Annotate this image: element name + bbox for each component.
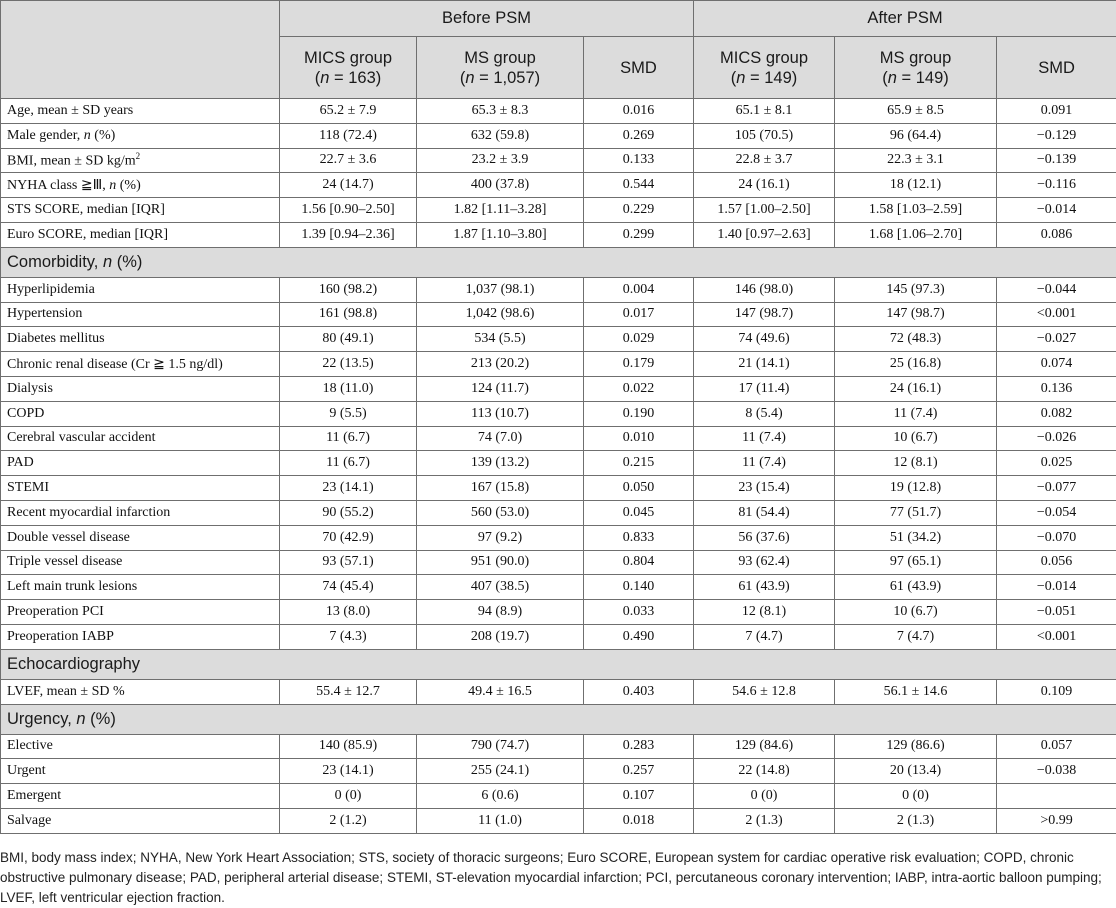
table-cell: 12 (8.1) bbox=[835, 451, 997, 476]
table-row bbox=[1, 759, 1116, 784]
table-row bbox=[1, 575, 1116, 600]
row-label bbox=[1, 525, 280, 550]
table-cell: <0.001 bbox=[997, 624, 1116, 649]
row-label bbox=[1, 451, 280, 476]
table-row bbox=[1, 600, 1116, 625]
table-cell: 13 (8.0) bbox=[280, 600, 417, 625]
table-cell: 22 (14.8) bbox=[694, 759, 835, 784]
header-blank-cell bbox=[1, 1, 280, 99]
table-cell: 1.39 [0.94–2.36] bbox=[280, 222, 417, 247]
table-cell: 0.050 bbox=[584, 476, 694, 501]
table-cell: 534 (5.5) bbox=[417, 327, 584, 352]
section-title: Echocardiography bbox=[1, 649, 1116, 679]
table-cell: −0.027 bbox=[997, 327, 1116, 352]
table-row bbox=[1, 99, 1116, 124]
table-cell: 139 (13.2) bbox=[417, 451, 584, 476]
section-comorbidity bbox=[1, 247, 1116, 277]
row-label bbox=[1, 99, 280, 124]
row-label-text: Triple vessel disease bbox=[7, 554, 123, 570]
table-cell: 51 (34.2) bbox=[835, 525, 997, 550]
table-row bbox=[1, 476, 1116, 501]
row-label bbox=[1, 575, 280, 600]
table-cell: 7 (4.7) bbox=[835, 624, 997, 649]
table-cell: 65.2 ± 7.9 bbox=[280, 99, 417, 124]
table-cell: 18 (12.1) bbox=[835, 173, 997, 198]
row-label bbox=[1, 679, 280, 704]
table-cell: 1.68 [1.06–2.70] bbox=[835, 222, 997, 247]
table-cell: 0.056 bbox=[997, 550, 1116, 575]
table-cell: 74 (49.6) bbox=[694, 327, 835, 352]
table-cell: 0.025 bbox=[997, 451, 1116, 476]
table-cell: 129 (84.6) bbox=[694, 734, 835, 759]
table-cell: 0.033 bbox=[584, 600, 694, 625]
table-cell: 0.190 bbox=[584, 401, 694, 426]
section-title: Comorbidity, n (%) bbox=[1, 247, 1116, 277]
row-label-text: Cerebral vascular accident bbox=[7, 430, 156, 446]
table-cell: 0.133 bbox=[584, 148, 694, 173]
row-label-text: Euro SCORE, median [IQR] bbox=[7, 226, 168, 242]
table-cell: 1.87 [1.10–3.80] bbox=[417, 222, 584, 247]
header-after-psm: After PSM bbox=[694, 1, 1116, 37]
table-cell: 24 (14.7) bbox=[280, 173, 417, 198]
table-cell: 129 (86.6) bbox=[835, 734, 997, 759]
table-cell: 11 (1.0) bbox=[417, 808, 584, 833]
table-cell: 56.1 ± 14.6 bbox=[835, 679, 997, 704]
table-cell: 0.082 bbox=[997, 401, 1116, 426]
header-before-smd: SMD bbox=[584, 37, 694, 99]
table-footnote: BMI, body mass index; NYHA, New York Heart Association; STS, society of thoracic surgeons; Euro SCORE, European system for cardiac operative risk evaluation; COPD, chronic obstructive pulmonary disease; PAD, peripheral arterial disease; STEMI, ST-elevation myocardial infarction; PCI, percutaneous coronary intervention; IABP, intra-aortic balloon pumping; LVEF, left ventricular ejection fraction. bbox=[0, 850, 1102, 905]
table-cell: 9 (5.5) bbox=[280, 401, 417, 426]
table-cell bbox=[997, 784, 1116, 809]
table-cell: 22.7 ± 3.6 bbox=[280, 148, 417, 173]
table-cell: 22 (13.5) bbox=[280, 352, 417, 377]
table-cell: 11 (7.4) bbox=[694, 451, 835, 476]
table-cell: 8 (5.4) bbox=[694, 401, 835, 426]
table-row bbox=[1, 222, 1116, 247]
row-label-text: Salvage bbox=[7, 812, 52, 828]
row-label-text: 2 bbox=[135, 151, 141, 162]
table-cell: 951 (90.0) bbox=[417, 550, 584, 575]
table-cell: 74 (7.0) bbox=[417, 426, 584, 451]
table-cell: 105 (70.5) bbox=[694, 123, 835, 148]
row-label bbox=[1, 808, 280, 833]
table-cell: 0.017 bbox=[584, 302, 694, 327]
table-cell: 145 (97.3) bbox=[835, 277, 997, 302]
table-cell: 0.086 bbox=[997, 222, 1116, 247]
table-cell: 11 (6.7) bbox=[280, 451, 417, 476]
table-cell: 93 (62.4) bbox=[694, 550, 835, 575]
table-cell: 11 (7.4) bbox=[694, 426, 835, 451]
table-cell: 70 (42.9) bbox=[280, 525, 417, 550]
table-cell: −0.038 bbox=[997, 759, 1116, 784]
table-cell: 56 (37.6) bbox=[694, 525, 835, 550]
table-cell: 0.045 bbox=[584, 500, 694, 525]
table-cell: 161 (98.8) bbox=[280, 302, 417, 327]
table-row bbox=[1, 550, 1116, 575]
table-cell: 65.1 ± 8.1 bbox=[694, 99, 835, 124]
table-cell: 124 (11.7) bbox=[417, 376, 584, 401]
row-label bbox=[1, 222, 280, 247]
table-cell: −0.044 bbox=[997, 277, 1116, 302]
table-cell: 49.4 ± 16.5 bbox=[417, 679, 584, 704]
table-cell: 23 (15.4) bbox=[694, 476, 835, 501]
table-cell: 65.3 ± 8.3 bbox=[417, 99, 584, 124]
table-cell: 0.833 bbox=[584, 525, 694, 550]
header-row-groups bbox=[1, 1, 1116, 37]
row-label-text: Emergent bbox=[7, 788, 62, 804]
table-cell: <0.001 bbox=[997, 302, 1116, 327]
header-before-psm: Before PSM bbox=[280, 1, 694, 37]
table-row bbox=[1, 808, 1116, 833]
table-cell: 72 (48.3) bbox=[835, 327, 997, 352]
header-after-smd: SMD bbox=[997, 37, 1116, 99]
table-cell: 55.4 ± 12.7 bbox=[280, 679, 417, 704]
row-label bbox=[1, 277, 280, 302]
row-label-text: (%) bbox=[90, 127, 116, 143]
table-cell: 12 (8.1) bbox=[694, 600, 835, 625]
table-cell: 65.9 ± 8.5 bbox=[835, 99, 997, 124]
table-cell: 11 (6.7) bbox=[280, 426, 417, 451]
row-label bbox=[1, 173, 280, 198]
row-label bbox=[1, 759, 280, 784]
row-label-text: LVEF, mean ± SD % bbox=[7, 683, 125, 699]
table-cell: 77 (51.7) bbox=[835, 500, 997, 525]
table-cell: 74 (45.4) bbox=[280, 575, 417, 600]
row-label bbox=[1, 426, 280, 451]
row-label-text: Left main trunk lesions bbox=[7, 579, 138, 595]
row-label-text: Elective bbox=[7, 738, 53, 754]
row-label bbox=[1, 302, 280, 327]
table-cell: 0.544 bbox=[584, 173, 694, 198]
table-cell: 7 (4.3) bbox=[280, 624, 417, 649]
table-cell: 0.140 bbox=[584, 575, 694, 600]
table-cell: 0.215 bbox=[584, 451, 694, 476]
row-label bbox=[1, 376, 280, 401]
row-label bbox=[1, 401, 280, 426]
section-echocardiography bbox=[1, 649, 1116, 679]
row-label-text: Double vessel disease bbox=[7, 529, 130, 545]
table-cell: 0.091 bbox=[997, 99, 1116, 124]
table-cell: −0.026 bbox=[997, 426, 1116, 451]
table-cell: 255 (24.1) bbox=[417, 759, 584, 784]
table-cell: 632 (59.8) bbox=[417, 123, 584, 148]
table-cell: 0 (0) bbox=[694, 784, 835, 809]
table-cell: −0.051 bbox=[997, 600, 1116, 625]
table-cell: 0.257 bbox=[584, 759, 694, 784]
row-label bbox=[1, 624, 280, 649]
table-cell: 0.269 bbox=[584, 123, 694, 148]
row-label bbox=[1, 198, 280, 223]
table-row bbox=[1, 679, 1116, 704]
table-cell: 0.283 bbox=[584, 734, 694, 759]
row-label bbox=[1, 550, 280, 575]
row-label bbox=[1, 734, 280, 759]
table-row bbox=[1, 277, 1116, 302]
table-cell: 0.490 bbox=[584, 624, 694, 649]
row-label-text: Preoperation IABP bbox=[7, 628, 114, 644]
row-label-text: Urgent bbox=[7, 763, 46, 779]
table-cell: 0.107 bbox=[584, 784, 694, 809]
table-cell: 560 (53.0) bbox=[417, 500, 584, 525]
section-urgency bbox=[1, 704, 1116, 734]
table-cell: 0.010 bbox=[584, 426, 694, 451]
table-cell: 208 (19.7) bbox=[417, 624, 584, 649]
table-cell: 0.804 bbox=[584, 550, 694, 575]
table-cell: 17 (11.4) bbox=[694, 376, 835, 401]
table-cell: 61 (43.9) bbox=[694, 575, 835, 600]
table-cell: 118 (72.4) bbox=[280, 123, 417, 148]
table-cell: 90 (55.2) bbox=[280, 500, 417, 525]
table-row bbox=[1, 451, 1116, 476]
table-row bbox=[1, 123, 1116, 148]
section-title: Urgency, n (%) bbox=[1, 704, 1116, 734]
table-row bbox=[1, 734, 1116, 759]
row-label bbox=[1, 476, 280, 501]
table-cell: 24 (16.1) bbox=[835, 376, 997, 401]
table-cell: −0.054 bbox=[997, 500, 1116, 525]
row-label-text: n bbox=[109, 177, 117, 193]
table-row bbox=[1, 500, 1116, 525]
table-cell: 0.004 bbox=[584, 277, 694, 302]
table-cell: 2 (1.3) bbox=[835, 808, 997, 833]
table-cell: 213 (20.2) bbox=[417, 352, 584, 377]
table-cell: 0.022 bbox=[584, 376, 694, 401]
table-cell: 0.016 bbox=[584, 99, 694, 124]
table-cell: 1.57 [1.00–2.50] bbox=[694, 198, 835, 223]
table-row bbox=[1, 784, 1116, 809]
table-cell: 1,042 (98.6) bbox=[417, 302, 584, 327]
table-cell: 93 (57.1) bbox=[280, 550, 417, 575]
row-label-text: STEMI bbox=[7, 480, 49, 496]
table-cell: −0.014 bbox=[997, 198, 1116, 223]
row-label bbox=[1, 600, 280, 625]
table-cell: 0 (0) bbox=[280, 784, 417, 809]
table-cell: 18 (11.0) bbox=[280, 376, 417, 401]
table-cell: 97 (65.1) bbox=[835, 550, 997, 575]
table-cell: 1,037 (98.1) bbox=[417, 277, 584, 302]
row-label-text: Recent myocardial infarction bbox=[7, 504, 171, 520]
table-row bbox=[1, 327, 1116, 352]
table-cell: 0.179 bbox=[584, 352, 694, 377]
table-cell: 147 (98.7) bbox=[835, 302, 997, 327]
row-label-text: NYHA class ≧Ⅲ, bbox=[7, 177, 110, 193]
table-cell: 2 (1.2) bbox=[280, 808, 417, 833]
table-cell: 96 (64.4) bbox=[835, 123, 997, 148]
table-cell: 94 (8.9) bbox=[417, 600, 584, 625]
row-label-text: COPD bbox=[7, 405, 45, 421]
table-cell: 790 (74.7) bbox=[417, 734, 584, 759]
table-cell: 160 (98.2) bbox=[280, 277, 417, 302]
table-cell: 0.403 bbox=[584, 679, 694, 704]
row-label bbox=[1, 327, 280, 352]
row-label-text: BMI, mean ± SD kg/m bbox=[7, 153, 136, 169]
table-row bbox=[1, 352, 1116, 377]
table-cell: 0.029 bbox=[584, 327, 694, 352]
row-label bbox=[1, 500, 280, 525]
table-cell: 7 (4.7) bbox=[694, 624, 835, 649]
row-label-text: Dialysis bbox=[7, 380, 53, 396]
table-cell: 140 (85.9) bbox=[280, 734, 417, 759]
row-label bbox=[1, 352, 280, 377]
table-row bbox=[1, 198, 1116, 223]
table-cell: −0.070 bbox=[997, 525, 1116, 550]
row-label-text: Age, mean ± SD years bbox=[7, 102, 134, 118]
row-label-text: n bbox=[83, 127, 91, 143]
table-cell: −0.014 bbox=[997, 575, 1116, 600]
table-cell: 1.58 [1.03–2.59] bbox=[835, 198, 997, 223]
table-row bbox=[1, 376, 1116, 401]
table-row bbox=[1, 624, 1116, 649]
table-cell: 24 (16.1) bbox=[694, 173, 835, 198]
table-cell: 113 (10.7) bbox=[417, 401, 584, 426]
row-label-text: Hypertension bbox=[7, 306, 83, 322]
table-cell: 6 (0.6) bbox=[417, 784, 584, 809]
table-cell: 81 (54.4) bbox=[694, 500, 835, 525]
table-cell: 11 (7.4) bbox=[835, 401, 997, 426]
header-before-ms: MS group (n = 1,057) bbox=[417, 37, 584, 99]
row-label bbox=[1, 784, 280, 809]
table-cell: 97 (9.2) bbox=[417, 525, 584, 550]
table-cell: 25 (16.8) bbox=[835, 352, 997, 377]
table-cell: 22.3 ± 3.1 bbox=[835, 148, 997, 173]
table-cell: 23 (14.1) bbox=[280, 476, 417, 501]
header-after-ms: MS group (n = 149) bbox=[835, 37, 997, 99]
table-cell: 0.109 bbox=[997, 679, 1116, 704]
row-label bbox=[1, 123, 280, 148]
header-after-mics: MICS group (n = 149) bbox=[694, 37, 835, 99]
table-row bbox=[1, 148, 1116, 173]
table-cell: 0.229 bbox=[584, 198, 694, 223]
table-cell: −0.077 bbox=[997, 476, 1116, 501]
table-cell: 0.136 bbox=[997, 376, 1116, 401]
table-cell: 0.074 bbox=[997, 352, 1116, 377]
table-cell: 400 (37.8) bbox=[417, 173, 584, 198]
table-cell: −0.116 bbox=[997, 173, 1116, 198]
table-cell: 22.8 ± 3.7 bbox=[694, 148, 835, 173]
row-label-text: (%) bbox=[116, 177, 141, 193]
table-cell: 407 (38.5) bbox=[417, 575, 584, 600]
row-label-text: PAD bbox=[7, 455, 34, 471]
table-cell: 1.56 [0.90–2.50] bbox=[280, 198, 417, 223]
table-row bbox=[1, 525, 1116, 550]
table-cell: −0.139 bbox=[997, 148, 1116, 173]
table-cell: 167 (15.8) bbox=[417, 476, 584, 501]
table-body bbox=[1, 99, 1116, 834]
row-label-text: STS SCORE, median [IQR] bbox=[7, 202, 165, 218]
table-cell: 0 (0) bbox=[835, 784, 997, 809]
table-cell: 2 (1.3) bbox=[694, 808, 835, 833]
table-cell: 146 (98.0) bbox=[694, 277, 835, 302]
table-cell: −0.129 bbox=[997, 123, 1116, 148]
table-cell: 0.057 bbox=[997, 734, 1116, 759]
table-cell: 1.40 [0.97–2.63] bbox=[694, 222, 835, 247]
table-cell: 20 (13.4) bbox=[835, 759, 997, 784]
table-cell: 80 (49.1) bbox=[280, 327, 417, 352]
table-row bbox=[1, 401, 1116, 426]
table-cell: 147 (98.7) bbox=[694, 302, 835, 327]
table-cell: 23 (14.1) bbox=[280, 759, 417, 784]
row-label-text: Chronic renal disease (Cr ≧ 1.5 ng/dl) bbox=[7, 356, 223, 372]
table-cell: 61 (43.9) bbox=[835, 575, 997, 600]
row-label bbox=[1, 148, 280, 173]
table-cell: 10 (6.7) bbox=[835, 426, 997, 451]
table-row bbox=[1, 426, 1116, 451]
row-label-text: Male gender, bbox=[7, 127, 84, 143]
table-row bbox=[1, 173, 1116, 198]
table-cell: 0.018 bbox=[584, 808, 694, 833]
table-cell: 10 (6.7) bbox=[835, 600, 997, 625]
header-before-mics: MICS group (n = 163) bbox=[280, 37, 417, 99]
table-cell: 21 (14.1) bbox=[694, 352, 835, 377]
row-label-text: Diabetes mellitus bbox=[7, 331, 105, 347]
row-label-text: Hyperlipidemia bbox=[7, 281, 95, 297]
table-cell: 23.2 ± 3.9 bbox=[417, 148, 584, 173]
row-label-text: Preoperation PCI bbox=[7, 604, 104, 620]
table-cell: 0.299 bbox=[584, 222, 694, 247]
table-cell: 1.82 [1.11–3.28] bbox=[417, 198, 584, 223]
table-cell: 19 (12.8) bbox=[835, 476, 997, 501]
table-cell: >0.99 bbox=[997, 808, 1116, 833]
table-cell: 54.6 ± 12.8 bbox=[694, 679, 835, 704]
table-row bbox=[1, 302, 1116, 327]
